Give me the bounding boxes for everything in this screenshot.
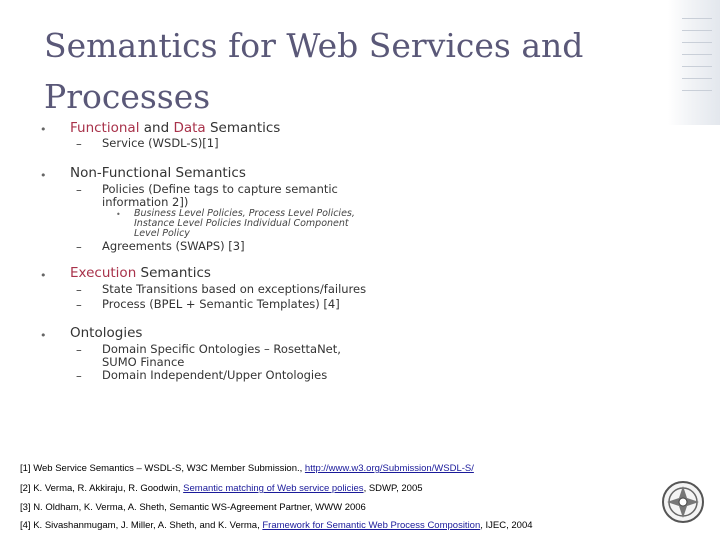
slide-title bbox=[44, 20, 664, 122]
university-seal-logo bbox=[661, 480, 705, 524]
reference-4-link[interactable]: Framework for Semantic Web Process Composition bbox=[262, 520, 481, 531]
title-line-1: Semantics for Web Services and bbox=[44, 26, 584, 65]
reference-2-link[interactable]: Semantic matching of Web service policies bbox=[183, 483, 364, 494]
sub-agreements-swaps: Agreements (SWAPS) [3] bbox=[102, 239, 245, 253]
reference-1-link[interactable]: http://www.w3.org/Submission/WSDL-S/ bbox=[304, 463, 474, 474]
dash-marker: – bbox=[76, 137, 82, 151]
bullet-marker: • bbox=[40, 123, 47, 136]
sub-policies: Policies (Define tags to capture semantic information 2]) bbox=[102, 182, 338, 209]
bullet-marker: • bbox=[40, 269, 47, 282]
bullet-marker: • bbox=[40, 329, 47, 342]
title-line-2: Processes bbox=[44, 77, 211, 116]
bullet-marker-small: • bbox=[116, 210, 121, 219]
bullet-ontologies: Ontologies bbox=[70, 325, 143, 341]
dash-marker: – bbox=[76, 183, 82, 197]
reference-1: [1] Web Service Semantics – WSDL-S, W3C Member Submission., http://www.w3.org/Submission/WSDL-S/ bbox=[20, 463, 474, 474]
sub-domain-independent-ontologies: Domain Independent/Upper Ontologies bbox=[102, 368, 328, 382]
sub-process-bpel: Process (BPEL + Semantic Templates) [4] bbox=[102, 297, 340, 311]
sub-domain-specific-ontologies: Domain Specific Ontologies – RosettaNet, SUMO Finance bbox=[102, 342, 341, 369]
dash-marker: – bbox=[76, 343, 82, 357]
corner-decoration bbox=[668, 0, 720, 125]
reference-4: [4] K. Sivashanmugam, J. Miller, A. Sheth, and K. Verma, Framework for Semantic Web Process Composition, IJEC, 2004 bbox=[20, 520, 533, 531]
reference-2: [2] K. Verma, R. Akkiraju, R. Goodwin, Semantic matching of Web service policies, SDWP, 2005 bbox=[20, 483, 423, 494]
sub-state-transitions: State Transitions based on exceptions/failures bbox=[102, 282, 367, 296]
bullet-marker: • bbox=[40, 169, 47, 182]
dash-marker: – bbox=[76, 298, 82, 312]
sub-service-wsdl-s: Service (WSDL-S)[1] bbox=[102, 136, 219, 150]
dash-marker: – bbox=[76, 369, 82, 383]
sub-sub-policy-levels: Business Level Policies, Process Level Policies, Instance Level Policies Individual Component Level Policy bbox=[134, 208, 355, 239]
dash-marker: – bbox=[76, 240, 82, 254]
bullet-execution-semantics: Execution Semantics bbox=[70, 265, 211, 281]
reference-3: [3] N. Oldham, K. Verma, A. Sheth, Semantic WS-Agreement Partner, WWW 2006 bbox=[20, 502, 366, 513]
bullet-non-functional-semantics: Non-Functional Semantics bbox=[70, 165, 246, 181]
bullet-functional-data-semantics: Functional and Data Semantics bbox=[70, 120, 281, 136]
dash-marker: – bbox=[76, 283, 82, 297]
